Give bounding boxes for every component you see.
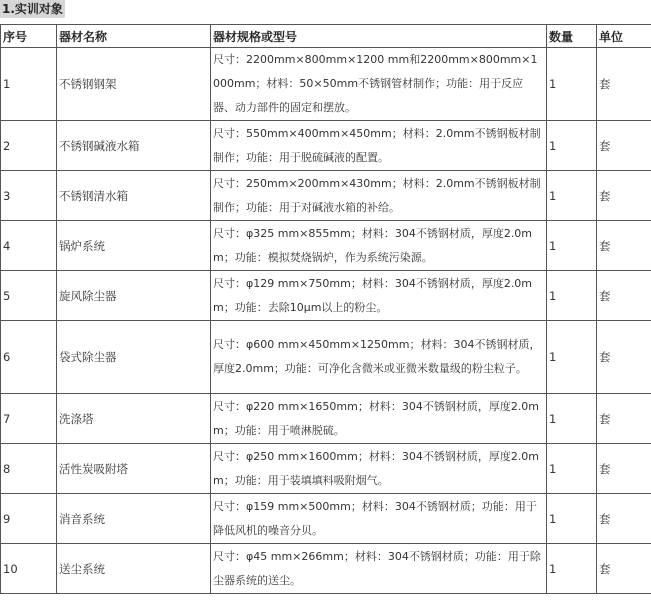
row-no: 3	[1, 171, 57, 221]
table-row	[1, 394, 651, 444]
header-qty: 数量	[547, 25, 597, 48]
row-spec: 尺寸：φ325 mm×855mm；材料：304不锈钢材质，厚度2.0mm；功能：模拟焚烧锅炉，作为系统污染源。	[211, 221, 547, 271]
header-unit: 单位	[597, 25, 651, 48]
row-spec: 尺寸：φ220 mm×1650mm；材料：304不锈钢材质，厚度2.0mm；功能：用于喷淋脱硫。	[211, 394, 547, 444]
row-spec: 尺寸：2200mm×800mm×1200 mm和2200mm×800mm×1000mm；材料：50×50mm不锈钢管材制作；功能：用于反应器、动力部件的固定和摆放。	[211, 48, 547, 121]
table-row	[1, 321, 651, 394]
row-qty: 1	[547, 171, 597, 221]
row-unit: 套	[597, 48, 651, 121]
row-qty: 1	[547, 221, 597, 271]
table-row	[1, 494, 651, 544]
row-unit: 套	[597, 171, 651, 221]
table-row	[1, 48, 651, 121]
table-header-row	[1, 25, 651, 48]
table-row	[1, 171, 651, 221]
row-unit: 套	[597, 221, 651, 271]
table-body	[1, 48, 651, 594]
row-qty: 1	[547, 444, 597, 494]
row-spec: 尺寸：250mm×200mm×430mm；材料：2.0mm不锈钢板材制制作；功能：用于对碱液水箱的补给。	[211, 171, 547, 221]
row-name: 洗涤塔	[57, 394, 211, 444]
table-row	[1, 544, 651, 594]
row-name: 锅炉系统	[57, 221, 211, 271]
row-name: 送尘系统	[57, 544, 211, 594]
row-unit: 套	[597, 394, 651, 444]
row-qty: 1	[547, 271, 597, 321]
row-qty: 1	[547, 494, 597, 544]
row-spec: 尺寸：550mm×400mm×450mm；材料：2.0mm不锈钢板材制制作；功能：用于脱硫碱液的配置。	[211, 121, 547, 171]
row-spec: 尺寸：φ129 mm×750mm；材料：304不锈钢材质，厚度2.0mm；功能：去除10μm以上的粉尘。	[211, 271, 547, 321]
row-name: 活性炭吸附塔	[57, 444, 211, 494]
table-row	[1, 121, 651, 171]
row-name: 消音系统	[57, 494, 211, 544]
row-no: 4	[1, 221, 57, 271]
row-qty: 1	[547, 48, 597, 121]
header-no: 序号	[1, 25, 57, 48]
row-unit: 套	[597, 271, 651, 321]
row-spec: 尺寸：φ159 mm×500mm；材料：304不锈钢材质；功能：用于降低风机的噪音分贝。	[211, 494, 547, 544]
row-unit: 套	[597, 121, 651, 171]
row-no: 10	[1, 544, 57, 594]
header-spec: 器材规格或型号	[211, 25, 547, 48]
table-row	[1, 271, 651, 321]
row-name: 旋风除尘器	[57, 271, 211, 321]
row-no: 6	[1, 321, 57, 394]
row-qty: 1	[547, 544, 597, 594]
row-unit: 套	[597, 544, 651, 594]
row-no: 7	[1, 394, 57, 444]
row-spec: 尺寸：φ250 mm×1600mm；材料：304不锈钢材质，厚度2.0mm；功能：用于装填填料吸附烟气。	[211, 444, 547, 494]
row-spec: 尺寸：φ600 mm×450mm×1250mm；材料：304不锈钢材质，厚度2.0mm；功能：可净化含微米或亚微米数量级的粉尘粒子。	[211, 321, 547, 394]
row-qty: 1	[547, 394, 597, 444]
table-row	[1, 444, 651, 494]
row-name: 不锈钢清水箱	[57, 171, 211, 221]
row-name: 不锈钢钢架	[57, 48, 211, 121]
row-qty: 1	[547, 121, 597, 171]
equipment-table	[0, 24, 651, 594]
row-no: 2	[1, 121, 57, 171]
row-no: 1	[1, 48, 57, 121]
row-unit: 套	[597, 321, 651, 394]
table-row	[1, 221, 651, 271]
row-no: 8	[1, 444, 57, 494]
row-no: 5	[1, 271, 57, 321]
row-unit: 套	[597, 494, 651, 544]
row-unit: 套	[597, 444, 651, 494]
row-qty: 1	[547, 321, 597, 394]
section-title: 1.实训对象	[2, 2, 63, 16]
row-spec: 尺寸：φ45 mm×266mm；材料：304不锈钢材质；功能：用于除尘器系统的送尘。	[211, 544, 547, 594]
row-no: 9	[1, 494, 57, 544]
row-name: 不锈钢碱液水箱	[57, 121, 211, 171]
row-name: 袋式除尘器	[57, 321, 211, 394]
header-name: 器材名称	[57, 25, 211, 48]
